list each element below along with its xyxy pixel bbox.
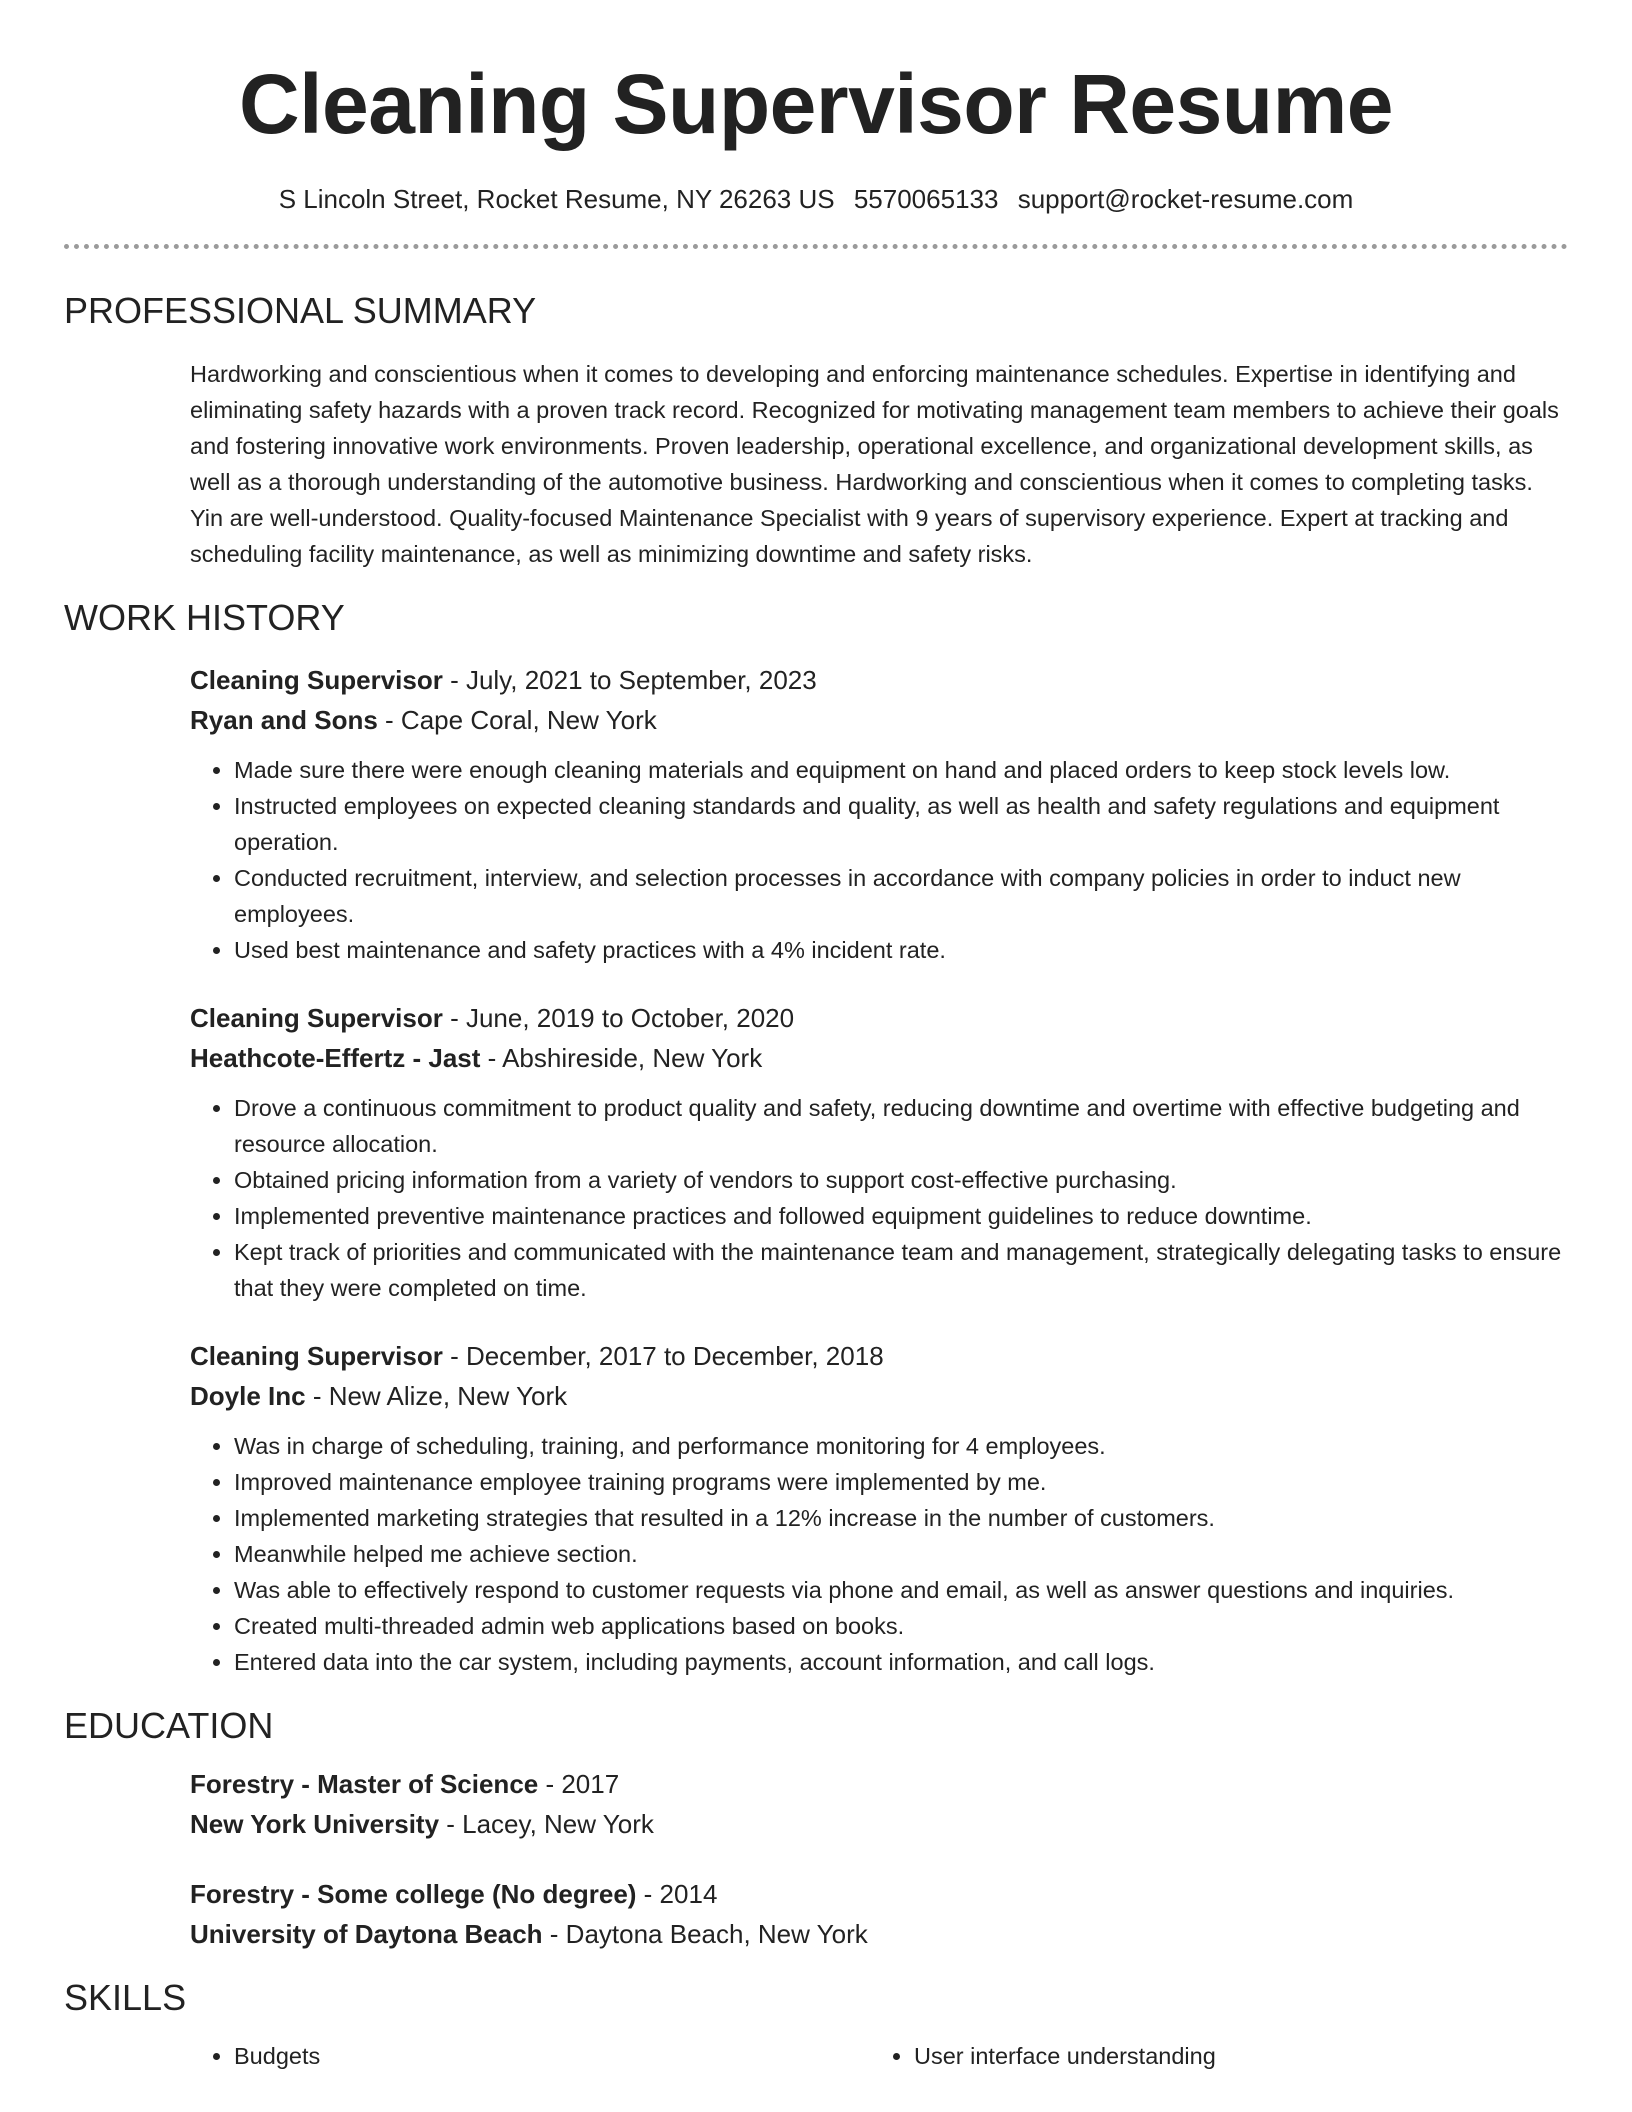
list-item: • Created multi-threaded admin web applications based on books. <box>234 1608 1568 1644</box>
job-title: Cleaning Supervisor <box>190 1341 443 1371</box>
list-item: • Made sure there were enough cleaning materials and equipment on hand and placed orders to keep stock levels low. <box>234 752 1568 788</box>
job-title: Cleaning Supervisor <box>190 1003 443 1033</box>
resume-page <box>64 0 1568 2074</box>
degree-year: - 2017 <box>538 1769 620 1799</box>
contact-address: S Lincoln Street, Rocket Resume, NY 26263 US <box>278 184 835 214</box>
list-item: • Was able to effectively respond to customer requests via phone and email, as well as answer questions and inquiries. <box>234 1572 1568 1608</box>
job-employer: Heathcote-Effertz - Jast <box>190 1043 481 1073</box>
summary-text: Hardworking and conscientious when it comes to developing and enforcing maintenance schedules. Expertise in identifying and eliminating safety hazards with a proven track record. Recognized for motivating management team members to achieve their goals and fostering innovative work environments. Proven leadership, operational excellence, and organizational development skills, as well as a thorough understanding of the automotive business. Hardworking and conscientious when it comes to completing tasks. Yin are well-understood. Quality-focused Maintenance Specialist with 9 years of supervisory experience. Expert at tracking and scheduling facility maintenance, as well as minimizing downtime and safety risks. <box>190 361 1559 567</box>
education-heading: EDUCATION <box>64 1705 274 1746</box>
list-item: • Obtained pricing information from a variety of vendors to support cost-effective purchasing. <box>234 1162 1568 1198</box>
skills-grid <box>190 2038 1568 2074</box>
job-dates: - June, 2019 to October, 2020 <box>442 1003 795 1033</box>
list-item: • Conducted recruitment, interview, and selection processes in accordance with company policies in order to induct new employees. <box>234 860 1568 932</box>
job-entry <box>190 998 1568 1306</box>
work-history-heading: WORK HISTORY <box>64 597 345 638</box>
job-bullets <box>190 1090 1568 1306</box>
school-line <box>190 1914 1568 1954</box>
list-item: • Used best maintenance and safety practices with a 4% incident rate. <box>234 932 1568 968</box>
job-title: Cleaning Supervisor <box>190 665 443 695</box>
education-entry <box>190 1764 1568 1844</box>
job-entry <box>190 1336 1568 1680</box>
degree-year: - 2014 <box>636 1879 718 1909</box>
job-entry <box>190 660 1568 968</box>
contact-email: support@rocket-resume.com <box>1017 184 1354 214</box>
skills-heading: SKILLS <box>64 1977 187 2018</box>
job-employer: Ryan and Sons <box>190 705 378 735</box>
school-location: - Lacey, New York <box>439 1809 654 1839</box>
skills-column-left <box>190 2038 870 2074</box>
job-dates: - July, 2021 to September, 2023 <box>442 665 817 695</box>
degree-line <box>190 1874 1568 1914</box>
degree: Forestry - Master of Science <box>190 1769 539 1799</box>
skill-item: • Budgets <box>234 2038 870 2074</box>
job-dates: - December, 2017 to December, 2018 <box>442 1341 884 1371</box>
skills-column-right <box>870 2038 1550 2074</box>
list-item: • Was in charge of scheduling, training, and performance monitoring for 4 employees. <box>234 1428 1568 1464</box>
degree-line <box>190 1764 1568 1804</box>
list-item: • Drove a continuous commitment to product quality and safety, reducing downtime and overtime with effective budgeting and resource allocation. <box>234 1090 1568 1162</box>
degree: Forestry - Some college (No degree) <box>190 1879 637 1909</box>
list-item: • Instructed employees on expected cleaning standards and quality, as well as health and safety regulations and equipment operation. <box>234 788 1568 860</box>
job-location: - Abshireside, New York <box>480 1043 763 1073</box>
job-title-line <box>190 660 1568 700</box>
school: University of Daytona Beach <box>190 1919 543 1949</box>
list-item: • Meanwhile helped me achieve section. <box>234 1536 1568 1572</box>
job-employer: Doyle Inc <box>190 1381 306 1411</box>
list-item: • Entered data into the car system, including payments, account information, and call logs. <box>234 1644 1568 1680</box>
contact-line <box>64 179 1568 219</box>
list-item: • Implemented preventive maintenance practices and followed equipment guidelines to reduce downtime. <box>234 1198 1568 1234</box>
list-item: • Implemented marketing strategies that resulted in a 12% increase in the number of customers. <box>234 1500 1568 1536</box>
job-employer-line <box>190 1376 1568 1416</box>
contact-phone: 5570065133 <box>853 184 999 214</box>
skill-item: • User interface understanding <box>914 2038 1550 2074</box>
job-employer-line <box>190 700 1568 740</box>
resume-title: Cleaning Supervisor Resume <box>238 57 1394 151</box>
list-item: • Kept track of priorities and communicated with the maintenance team and management, strategically delegating tasks to ensure that they were completed on time. <box>234 1234 1568 1306</box>
job-title-line <box>190 1336 1568 1376</box>
job-bullets <box>190 752 1568 968</box>
school: New York University <box>190 1809 440 1839</box>
job-title-line <box>190 998 1568 1038</box>
list-item: • Improved maintenance employee training programs were implemented by me. <box>234 1464 1568 1500</box>
job-employer-line <box>190 1038 1568 1078</box>
summary-heading: PROFESSIONAL SUMMARY <box>64 290 537 331</box>
job-location: - Cape Coral, New York <box>377 705 657 735</box>
school-line <box>190 1804 1568 1844</box>
school-location: - Daytona Beach, New York <box>542 1919 868 1949</box>
education-entry <box>190 1874 1568 1954</box>
header-divider <box>64 244 1568 249</box>
job-bullets <box>190 1428 1568 1680</box>
job-location: - New Alize, New York <box>305 1381 568 1411</box>
